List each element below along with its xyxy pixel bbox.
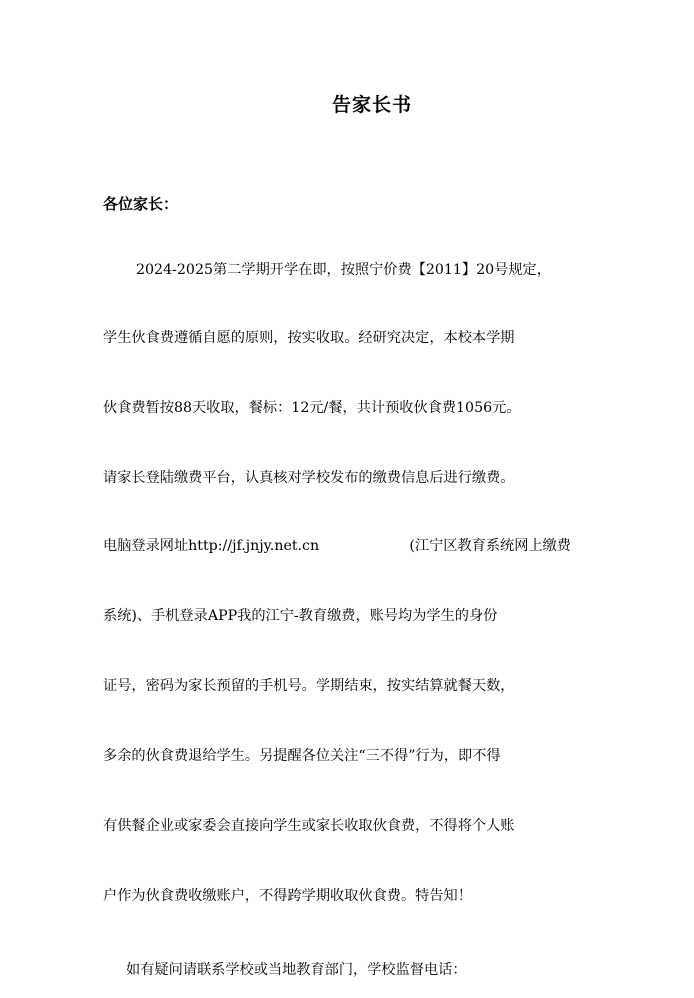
platform-name-text: (江宁区教育系统网上缴费: [409, 538, 571, 554]
paragraph-line: 请家长登陆缴费平台，认真核对学校发布的缴费信息后进行缴费。: [103, 470, 515, 486]
salutation: 各位家长：: [103, 195, 179, 213]
paragraph-line: [103, 536, 571, 556]
payment-url-text: 电脑登录网址http://jf.jnjy.net.cn: [103, 538, 320, 554]
paragraph-line: 2024-2025第二学期开学在即，按照宁价费【2011】20号规定，: [136, 262, 551, 278]
paragraph-line: 证号，密码为家长预留的手机号。学期结束，按实结算就餐天数，: [103, 678, 515, 694]
letter-title: 告家长书: [331, 94, 412, 116]
paragraph-line: 多余的伙食费退给学生。另提醒各位关注“三不得”行为，即不得: [103, 748, 501, 764]
paragraph-line: 伙食费暂按88天收取，餐标：12元/餐，共计预收伙食费1056元。: [103, 400, 521, 416]
paragraph-line: 如有疑问请联系学校或当地教育部门，学校监督电话：: [126, 962, 467, 978]
paragraph-line: 户作为伙食费收缴账户，不得跨学期收取伙食费。特告知！: [103, 888, 472, 904]
paragraph-line: 系统)、手机登录APP我的江宁-教育缴费，账号均为学生的身份: [103, 608, 498, 624]
paragraph-line: 学生伙食费遵循自愿的原则，按实收取。经研究决定，本校本学期: [103, 330, 515, 346]
paragraph-line: 有供餐企业或家委会直接向学生或家长收取伙食费，不得将个人账: [103, 818, 515, 834]
